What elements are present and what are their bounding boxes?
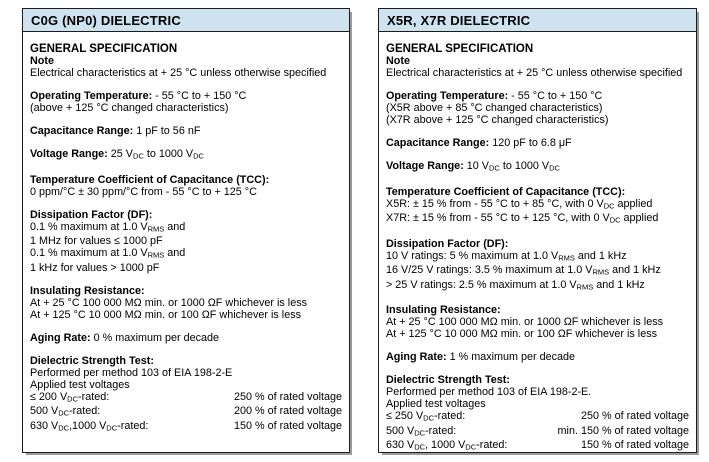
spec-block — [30, 209, 342, 274]
subscript: RMS — [576, 282, 594, 291]
spec-block — [30, 355, 342, 435]
panel-c0g-title: C0G (NP0) DIELECTRIC — [31, 12, 181, 28]
spec-line — [30, 297, 342, 309]
spec-text: and — [164, 247, 186, 259]
spec-line — [386, 374, 689, 386]
spec-line — [30, 43, 342, 55]
spec-label: Aging Rate: — [30, 331, 91, 344]
rating-label — [386, 410, 465, 425]
subscript: DC — [603, 201, 615, 210]
spec-block — [30, 43, 342, 79]
spec-text: 630 V — [386, 439, 415, 451]
spec-label: Temperature Coefficient of Capacitance (TCC): — [30, 173, 270, 186]
spec-text: 0.1 % maximum at 1.0 V — [30, 220, 148, 233]
spec-line — [386, 328, 689, 340]
panel-c0g-dielectric — [22, 8, 350, 453]
subscript: DC — [414, 428, 426, 437]
spec-text: applied — [614, 197, 653, 210]
spec-text: (X5R above + 85 °C changed characteristics) — [386, 102, 603, 114]
spec-text: 0 % maximum per decade — [90, 331, 220, 344]
spec-line — [386, 160, 689, 175]
spec-text: (X7R above + 125 °C changed characteristics) — [386, 114, 609, 126]
spec-line — [386, 316, 689, 328]
spec-label: Aging Rate: — [386, 351, 447, 363]
spec-line — [30, 67, 342, 79]
spec-text: 150 % of rated voltage — [233, 419, 342, 432]
spec-block — [386, 137, 689, 149]
spec-text: 500 V — [30, 405, 59, 417]
subscript: DC — [465, 442, 477, 452]
spec-line — [386, 137, 689, 149]
spec-text: Applied test voltages — [386, 398, 486, 410]
section-heading: GENERAL SPECIFICATION — [386, 43, 534, 55]
voltage-rating-row — [30, 420, 342, 435]
spec-text: 500 V — [386, 424, 415, 437]
spec-label: Note — [30, 55, 54, 67]
spec-line — [30, 102, 342, 114]
spec-line — [386, 386, 689, 398]
spec-line — [30, 285, 342, 297]
subscript: DC — [549, 163, 560, 173]
spec-line — [386, 238, 689, 250]
spec-label: Capacitance Range: — [30, 125, 134, 137]
spec-text: (above + 125 °C changed characteristics) — [30, 102, 229, 114]
spec-text: Applied test voltages — [30, 378, 130, 391]
spec-block — [30, 332, 342, 344]
subscript: RMS — [558, 253, 575, 262]
spec-line — [386, 55, 689, 67]
spec-line — [30, 262, 342, 274]
spec-text: and — [164, 220, 186, 233]
spec-line — [386, 264, 689, 279]
spec-label: Operating Temperature: — [30, 90, 153, 102]
spec-line — [30, 332, 342, 344]
spec-line — [386, 351, 689, 363]
rating-value — [581, 439, 689, 454]
spec-text: to 1000 V — [499, 160, 550, 172]
spec-text: 1 % maximum per decade — [446, 351, 576, 363]
spec-label: Note — [386, 55, 410, 67]
spec-text: -rated: — [434, 410, 466, 422]
spec-text: ,1000 V — [69, 419, 107, 432]
spec-line — [386, 90, 689, 102]
spec-text: 0 ppm/°C ± 30 ppm/°C from - 55 °C to + 125 °C — [30, 185, 257, 198]
spec-line — [30, 90, 342, 102]
spec-line — [30, 355, 342, 367]
spec-block — [386, 351, 689, 363]
spec-text: Performed per method 103 of EIA 198-2-E. — [386, 386, 592, 398]
rating-label — [386, 439, 507, 454]
spec-text: 630 V — [30, 419, 59, 432]
spec-text: and 1 kHz — [574, 249, 627, 262]
voltage-rating-row — [386, 439, 689, 454]
spec-text: ≤ 250 V — [386, 410, 424, 422]
spec-text: Electrical characteristics at + 25 °C unless otherwise specified — [386, 67, 683, 79]
spec-text: 1 MHz for values ≤ 1000 pF — [30, 235, 163, 247]
subscript: DC — [489, 163, 500, 173]
rating-value — [234, 405, 342, 420]
spec-text: and 1 kHz — [609, 264, 661, 276]
spec-label: Dissipation Factor (DF): — [386, 237, 509, 250]
spec-line — [30, 235, 342, 247]
spec-text: -rated: — [69, 405, 101, 417]
spec-line — [386, 198, 689, 213]
spec-text: 120 pF to 6.8 μF — [489, 137, 572, 149]
spec-text: Performed per method 103 of EIA 198-2-E — [30, 366, 233, 379]
spec-text: 0.1 % maximum at 1.0 V — [30, 247, 148, 259]
spec-block — [386, 374, 689, 454]
section-heading: GENERAL SPECIFICATION — [30, 43, 178, 55]
spec-line — [30, 174, 342, 186]
spec-block — [386, 304, 689, 340]
spec-text: and 1 kHz — [593, 278, 645, 291]
panel-x5r-x7r-title: X5R, X7R DIELECTRIC — [387, 12, 531, 28]
spec-line — [386, 250, 689, 265]
subscript: DC — [133, 151, 144, 161]
rating-label — [30, 405, 100, 420]
spec-label: Capacitance Range: — [386, 137, 490, 149]
spec-line — [386, 212, 689, 227]
voltage-rating-row — [30, 405, 342, 420]
spec-text: 250 % of rated voltage — [233, 390, 342, 403]
spec-text: 150 % of rated voltage — [580, 439, 689, 451]
rating-value — [234, 420, 342, 435]
spec-text: -rated: — [117, 419, 149, 432]
spec-text: -rated: — [425, 424, 457, 437]
spec-line — [30, 379, 342, 391]
spec-text: -rated: — [476, 439, 508, 451]
spec-block — [386, 90, 689, 126]
voltage-rating-row — [386, 425, 689, 440]
spec-block — [30, 148, 342, 163]
subscript: DC — [58, 408, 70, 418]
rating-label — [30, 391, 109, 406]
voltage-rating-row — [386, 410, 689, 425]
spec-line — [30, 247, 342, 262]
subscript: RMS — [147, 224, 165, 233]
subscript: RMS — [592, 267, 610, 277]
spec-label: Operating Temperature: — [386, 90, 509, 102]
spec-label: Voltage Range: — [386, 160, 464, 172]
subscript: DC — [193, 151, 204, 161]
panel-x5r-x7r-dielectric — [378, 8, 697, 453]
spec-line — [386, 398, 689, 410]
spec-text: 10 V ratings: 5 % maximum at 1.0 V — [386, 249, 559, 262]
spec-line — [386, 186, 689, 198]
panel-c0g-header — [23, 9, 349, 32]
spec-text: to 1000 V — [143, 148, 194, 160]
subscript: DC — [106, 423, 118, 432]
spec-label: Temperature Coefficient of Capacitance (TCC): — [386, 185, 626, 198]
subscript: DC — [414, 442, 426, 452]
spec-text: - 55 °C to + 150 °C — [152, 90, 247, 102]
spec-label: Dissipation Factor (DF): — [30, 208, 153, 221]
spec-label: Insulating Resistance: — [30, 284, 145, 297]
spec-text: At + 25 °C 100 000 MΩ min. or 1000 ΩF whichever is less — [386, 316, 664, 328]
panel-x5r-x7r-header — [379, 9, 696, 32]
spec-label: Dielectric Strength Test: — [30, 354, 154, 367]
spec-label: Voltage Range: — [30, 148, 108, 160]
rating-value — [558, 425, 689, 440]
voltage-rating-row — [30, 391, 342, 406]
spec-label: Insulating Resistance: — [386, 304, 501, 316]
spec-line — [30, 55, 342, 67]
rating-label — [30, 420, 148, 435]
spec-block — [30, 125, 342, 137]
spec-line — [386, 67, 689, 79]
panel-c0g-body — [23, 32, 349, 434]
spec-text: > 25 V ratings: 2.5 % maximum at 1.0 V — [386, 278, 577, 291]
spec-line — [30, 309, 342, 321]
subscript: DC — [423, 413, 434, 423]
spec-line — [30, 125, 342, 137]
rating-value — [581, 410, 689, 425]
spec-text: Electrical characteristics at + 25 °C unless otherwise specified — [30, 67, 327, 79]
spec-text: 10 V — [463, 160, 490, 172]
spec-text: 1 kHz for values > 1000 pF — [30, 261, 160, 274]
spec-line — [30, 221, 342, 236]
spec-text: ≤ 200 V — [30, 390, 68, 403]
spec-line — [30, 186, 342, 198]
subscript: DC — [67, 394, 78, 403]
spec-text: , 1000 V — [425, 439, 466, 451]
spec-block — [386, 186, 689, 227]
spec-text: -rated: — [78, 390, 110, 403]
spec-line — [30, 148, 342, 163]
spec-label: Dielectric Strength Test: — [386, 374, 510, 386]
spec-text: - 55 °C to + 150 °C — [508, 90, 603, 102]
spec-block — [30, 90, 342, 114]
spec-block — [30, 174, 342, 198]
spec-text: applied — [620, 212, 659, 224]
rating-value — [234, 391, 342, 406]
spec-line — [386, 304, 689, 316]
spec-text: X7R: ± 15 % from - 55 °C to + 125 °C, with 0 V — [386, 212, 610, 224]
subscript: RMS — [147, 250, 165, 260]
spec-text: min. 150 % of rated voltage — [557, 424, 689, 437]
spec-text: X5R: ± 15 % from - 55 °C to + 85 °C, with 0 V — [386, 197, 604, 210]
spec-block — [386, 160, 689, 175]
panel-x5r-x7r-body — [379, 32, 696, 454]
spec-block — [386, 43, 689, 79]
spec-text: 200 % of rated voltage — [233, 405, 342, 417]
spec-line — [30, 209, 342, 221]
spec-block — [386, 238, 689, 294]
spec-line — [386, 114, 689, 126]
spec-line — [386, 102, 689, 114]
spec-text: 16 V/25 V ratings: 3.5 % maximum at 1.0 V — [386, 264, 593, 276]
spec-text: 250 % of rated voltage — [580, 410, 689, 422]
spec-block — [30, 285, 342, 321]
subscript: DC — [58, 423, 70, 432]
spec-text: At + 25 °C 100 000 MΩ min. or 1000 ΩF whichever is less — [30, 296, 308, 309]
rating-label — [386, 425, 456, 440]
spec-line — [386, 279, 689, 294]
subscript: DC — [609, 215, 621, 225]
spec-text: At + 125 °C 10 000 MΩ min. or 100 ΩF whichever is less — [386, 328, 658, 340]
spec-line — [386, 43, 689, 55]
spec-text: 25 V — [107, 148, 134, 160]
spec-text: 1 pF to 56 nF — [133, 125, 201, 137]
spec-text: At + 125 °C 10 000 MΩ min. or 100 ΩF whichever is less — [30, 308, 302, 321]
spec-line — [30, 367, 342, 379]
